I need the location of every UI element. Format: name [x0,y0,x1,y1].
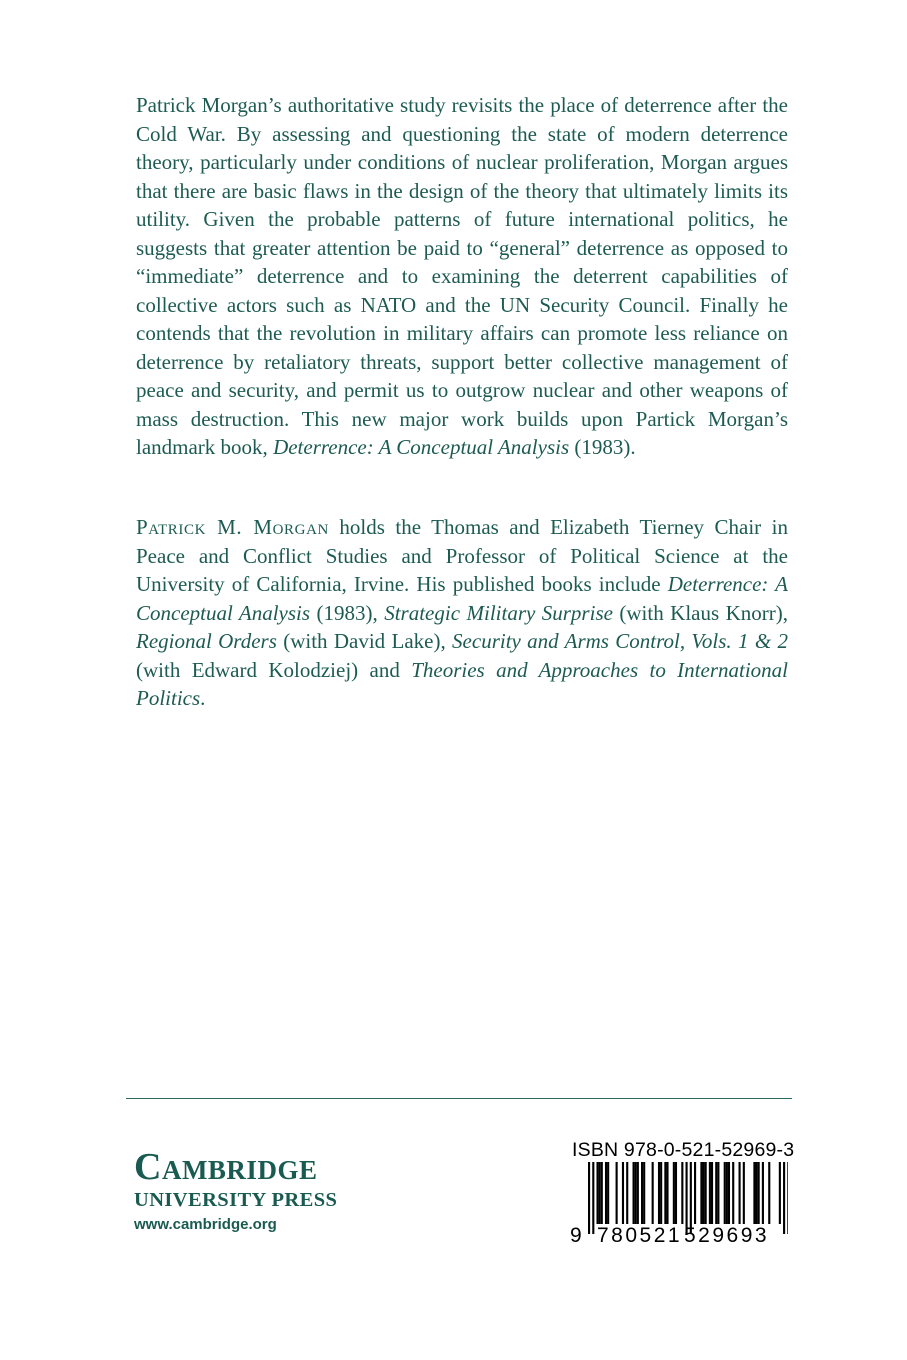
publisher-url: www.cambridge.org [134,1216,277,1233]
barcode-bar [758,1162,760,1224]
bio-text: (1983), [316,600,378,625]
barcode-bar [622,1162,624,1224]
barcode-bar [626,1162,628,1224]
barcode-bar [705,1162,707,1224]
barcode-bar [588,1162,590,1234]
barcode-bar [592,1162,594,1234]
barcode-digits-left: 780521 [597,1224,683,1246]
description-year: (1983). [574,435,636,459]
bio-text: holds the Thomas and Elizabeth Tierney Chair in Peace and Conflict Studies and Professor of Political Science at the University of California, Irvine. His published books include [136,515,788,596]
barcode-bar [787,1162,788,1234]
barcode-bar [596,1162,598,1224]
barcode-bar [681,1162,683,1224]
barcode-bar [709,1162,711,1224]
barcode-bar [726,1162,728,1224]
barcode-bar [616,1162,618,1224]
barcode-bar [753,1162,755,1224]
barcode-bar [599,1162,601,1224]
barcode-bar [779,1162,781,1224]
barcode-bar [601,1162,603,1224]
barcode-bar [664,1162,666,1224]
bio-book-title: Theories and Approaches to International Politics [136,657,789,710]
barcode-bar [739,1162,741,1224]
barcode-bar [605,1162,607,1224]
bio-book-title: Security and Arms Control, Vols. 1 & 2 [452,629,788,653]
bio-text: . [200,686,206,710]
publisher-name: Cambridge [134,1146,318,1188]
barcode-bar [635,1162,637,1224]
barcode-bar [643,1162,645,1224]
barcode-bar [783,1162,785,1234]
bio-book-title: Deterrence: A Conceptual Analysis [136,572,788,625]
barcode-bar [768,1162,770,1224]
barcode-bar [637,1162,639,1224]
barcode-bar [673,1162,675,1224]
barcode-bar [675,1162,677,1224]
barcode-bar [607,1162,609,1224]
bio-text: (with Edward Kolodziej) and [136,657,400,682]
author-name: Patrick M. Morgan [136,515,329,539]
barcode-digits-right: 529693 [684,1224,770,1246]
publisher-press: UNIVERSITY PRESS [134,1189,338,1211]
barcode-bar [702,1162,704,1224]
bio-book-title: Strategic Military Surprise [384,600,613,625]
barcode-bar [728,1162,730,1224]
isbn-barcode [566,1162,788,1246]
publisher-logo [134,1148,337,1234]
barcode-bar [724,1162,726,1224]
author-bio [136,513,788,713]
barcode-bar [762,1162,764,1224]
bio-text: (with Klaus Knorr), [619,600,789,625]
barcode-bar [652,1162,654,1224]
barcode-bar [700,1162,702,1224]
barcode-bar [660,1162,662,1224]
barcode-bar [633,1162,635,1224]
barcode-bar [694,1162,696,1224]
barcode-bar [755,1162,757,1224]
book-description [136,91,788,462]
bio-text: (with David Lake), [283,629,446,653]
barcode-bar [666,1162,668,1224]
description-book-title: Deterrence: A Conceptual Analysis [273,435,570,459]
barcode-bar [743,1162,745,1224]
bio-book-title: Regional Orders [136,629,277,653]
barcode-bar [717,1162,719,1224]
barcode-digit-first: 9 [570,1224,582,1246]
barcode-bar [658,1162,660,1224]
barcode-bar [641,1162,643,1224]
barcode-bar [711,1162,713,1224]
divider-rule [126,1098,792,1099]
isbn-label: ISBN 978-0-521-52969-3 [572,1139,795,1161]
barcode-bar [732,1162,734,1224]
barcode-bar [715,1162,717,1224]
description-text: Patrick Morgan’s authoritative study revisits the place of deterrence after the Cold War. By assessing and questioning the state of modern deterrence theory, particularly under conditions of nuclear proliferation, Morgan argues that there are basic flaws in the design of the theory that ultimately limits its utility. Given the probable patterns of future international politics, he suggests that greater attention be paid to “general” deterrence as opposed to “immediate” deterrence and to examining the deterrent capabilities of collective actors such as NATO and the UN Security Council. Finally he contends that the revolution in military affairs can promote less reliance on deterrence by retaliatory threats, support better collective management of peace and security, and permit us to outgrow nuclear and other weapons of mass destruction. This new major work builds upon Partick Morgan’s landmark book, [136,93,788,459]
